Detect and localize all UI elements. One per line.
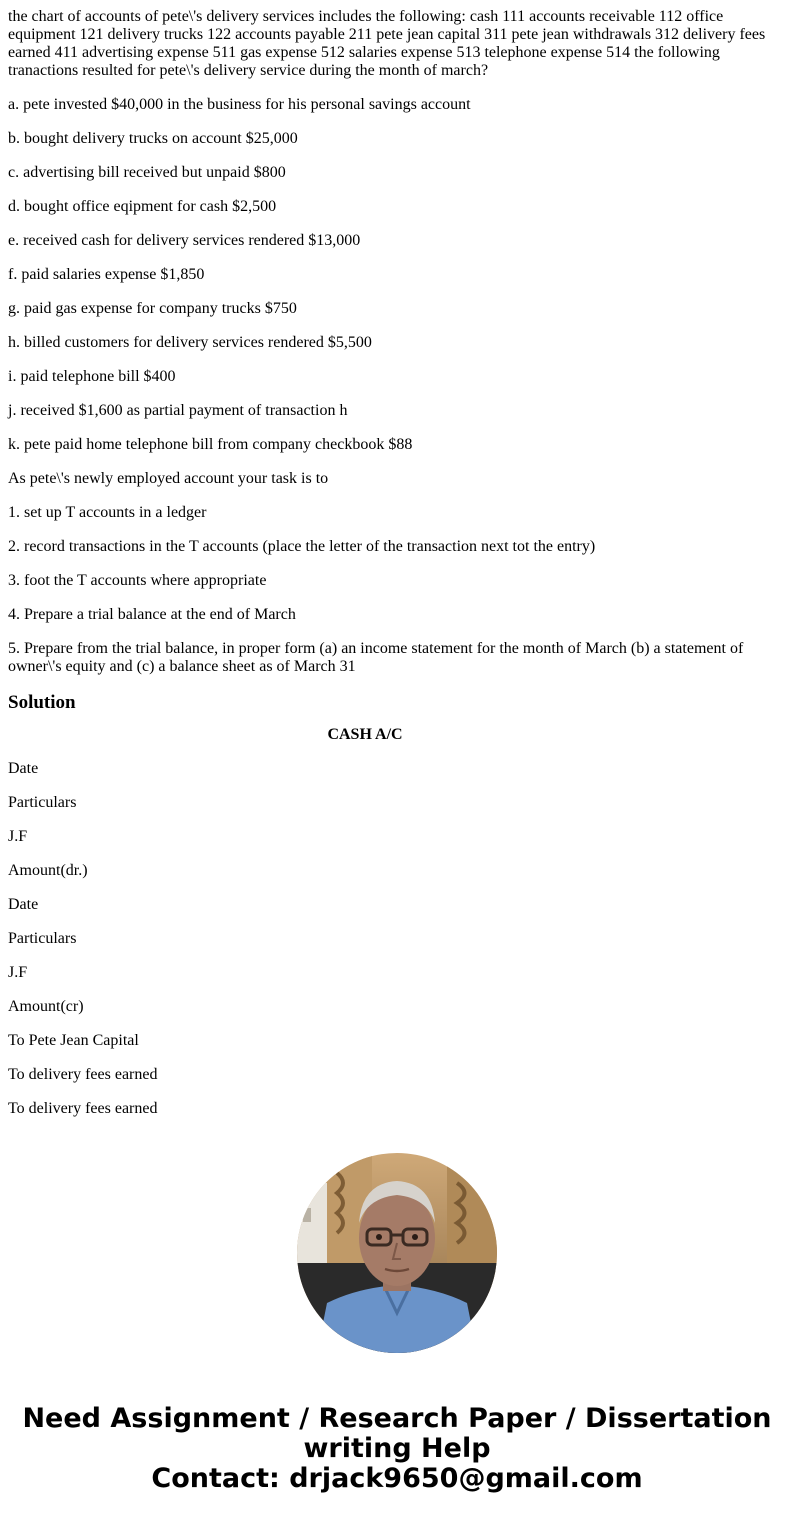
column-header: Amount(dr.) <box>8 862 88 879</box>
column-header: Particulars <box>8 794 77 811</box>
transaction-item: k. pete paid home telephone bill from company checkbook $88 <box>8 436 413 453</box>
transaction-item: h. billed customers for delivery services rendered $5,500 <box>8 334 372 351</box>
column-header: Amount(cr) <box>8 998 84 1015</box>
account-title: CASH A/C <box>327 726 403 743</box>
footer-banner <box>0 1404 794 1494</box>
task-item: 5. Prepare from the trial balance, in proper form (a) an income statement for the month of March (b) a statement of owner\'s equity and (c) a balance sheet as of March 31 <box>8 640 744 675</box>
document-body <box>8 8 778 1134</box>
transaction-item: d. bought office eqipment for cash $2,500 <box>8 198 277 215</box>
task-item: 4. Prepare a trial balance at the end of March <box>8 606 296 623</box>
column-header: Date <box>8 760 39 777</box>
column-header: J.F <box>8 828 28 845</box>
ledger-entry: To Pete Jean Capital <box>8 1032 139 1049</box>
transaction-item: c. advertising bill received but unpaid $800 <box>8 164 286 181</box>
transaction-item: b. bought delivery trucks on account $25,000 <box>8 130 298 147</box>
column-header: J.F <box>8 964 28 981</box>
transaction-item: j. received $1,600 as partial payment of transaction h <box>8 402 348 419</box>
author-portrait-image <box>297 1153 497 1353</box>
author-avatar <box>297 1153 497 1353</box>
column-header: Date <box>8 896 39 913</box>
solution-heading: Solution <box>8 692 76 713</box>
question-intro: the chart of accounts of pete\'s delivery services includes the following: cash 111 accounts receivable 112 office equipment 121 delivery trucks 122 accounts payable 211 pete jean capital 311 pete jean withdrawals 312 delivery fees earned 411 advertising expense 511 gas expense 512 salaries expense 513 telephone expense 514 the following tranactions resulted for pete\'s delivery service during the month of march? <box>8 8 766 79</box>
task-intro: As pete\'s newly employed account your task is to <box>8 470 329 487</box>
transaction-item: g. paid gas expense for company trucks $750 <box>8 300 297 317</box>
footer-contact: Contact: drjack9650@gmail.com <box>151 1463 643 1494</box>
task-item: 3. foot the T accounts where appropriate <box>8 572 267 589</box>
transaction-item: f. paid salaries expense $1,850 <box>8 266 205 283</box>
transaction-item: a. pete invested $40,000 in the business for his personal savings account <box>8 96 471 113</box>
task-item: 1. set up T accounts in a ledger <box>8 504 207 521</box>
column-header: Particulars <box>8 930 77 947</box>
task-item: 2. record transactions in the T accounts (place the letter of the transaction next tot the entry) <box>8 538 596 555</box>
transaction-item: i. paid telephone bill $400 <box>8 368 176 385</box>
footer-line-1: Need Assignment / Research Paper / Dissertation <box>22 1403 772 1434</box>
ledger-entry: To delivery fees earned <box>8 1100 158 1117</box>
ledger-entry: To delivery fees earned <box>8 1066 158 1083</box>
transaction-item: e. received cash for delivery services rendered $13,000 <box>8 232 361 249</box>
footer-line-2: writing Help <box>303 1433 491 1464</box>
